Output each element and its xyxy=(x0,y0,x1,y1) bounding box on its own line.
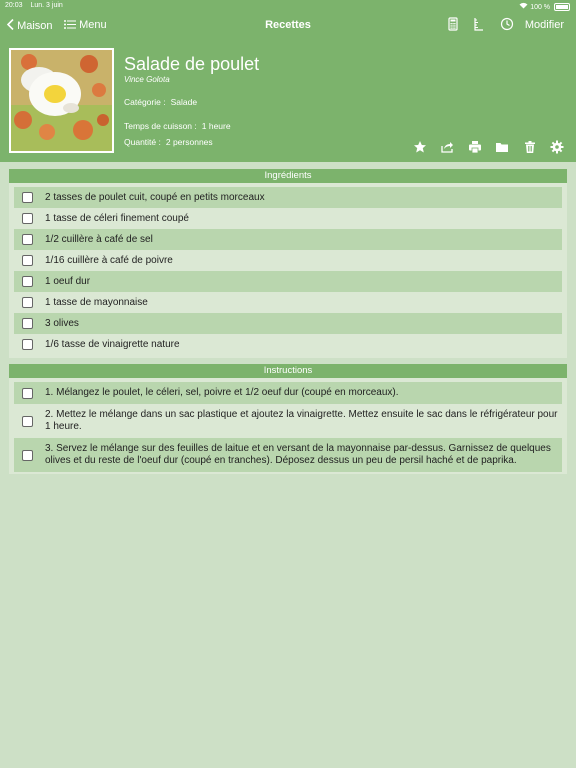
checkbox[interactable] xyxy=(22,297,33,308)
recipe-quantity xyxy=(124,137,213,147)
ingredient-row[interactable] xyxy=(14,271,562,292)
instructions-section xyxy=(9,364,567,474)
status-date: Lun. 3 juin xyxy=(30,2,63,9)
nav-bar xyxy=(0,14,576,38)
folder-icon[interactable] xyxy=(495,140,509,154)
trash-icon[interactable] xyxy=(523,140,537,154)
ingredient-text: 1 tasse de mayonnaise xyxy=(45,297,148,308)
recipe-actions xyxy=(404,140,564,156)
page-title: Recettes xyxy=(265,19,311,31)
ingredient-text: 1/2 cuillère à café de sel xyxy=(45,234,153,245)
battery-percent: 100 % xyxy=(530,4,551,11)
checkbox[interactable] xyxy=(22,255,33,266)
header-bar xyxy=(0,0,576,162)
ingredients-section xyxy=(9,169,567,358)
instructions-header: Instructions xyxy=(9,364,567,378)
status-bar xyxy=(0,2,576,12)
ingredient-text: 1/6 tasse de vinaigrette nature xyxy=(45,339,180,350)
back-label: Maison xyxy=(17,20,53,32)
list-icon xyxy=(64,19,79,31)
checkbox[interactable] xyxy=(22,450,33,461)
ingredient-row[interactable] xyxy=(14,292,562,313)
quantity-value: 2 personnes xyxy=(165,137,213,147)
star-icon[interactable] xyxy=(413,140,427,154)
checkbox[interactable] xyxy=(22,213,33,224)
ingredient-text: 2 tasses de poulet cuit, coupé en petits morceaux xyxy=(45,192,265,203)
edit-button[interactable]: Modifier xyxy=(524,19,564,31)
back-button[interactable] xyxy=(7,19,53,32)
ingredient-row[interactable] xyxy=(14,250,562,271)
chevron-left-icon xyxy=(7,20,17,32)
recipe-cook-time xyxy=(124,121,231,131)
category-value: Salade xyxy=(170,97,198,107)
checkbox[interactable] xyxy=(22,192,33,203)
cook-time-label: Temps de cuisson : xyxy=(124,121,197,131)
quantity-label: Quantité : xyxy=(124,137,161,147)
battery-icon xyxy=(554,3,570,11)
instruction-text: 2. Mettez le mélange dans un sac plastique et ajoutez la vinaigrette. Mettez ensuite le sac dans le réfrigérateur pour 1 heure. xyxy=(45,409,558,432)
ingredient-row[interactable] xyxy=(14,187,562,208)
ingredient-text: 1 tasse de céleri finement coupé xyxy=(45,213,189,224)
recipe-title: Salade de poulet xyxy=(124,54,260,74)
ingredient-row[interactable] xyxy=(14,313,562,334)
wifi-icon xyxy=(519,4,530,11)
checkbox[interactable] xyxy=(22,318,33,329)
checkbox[interactable] xyxy=(22,388,33,399)
menu-label: Menu xyxy=(79,19,107,31)
category-label: Catégorie : xyxy=(124,97,166,107)
instruction-row[interactable] xyxy=(14,404,562,438)
share-icon[interactable] xyxy=(440,140,454,154)
ingredient-row[interactable] xyxy=(14,208,562,229)
instruction-text: 1. Mélangez le poulet, le céleri, sel, poivre et 1/2 oeuf dur (coupé en morceaux). xyxy=(45,387,399,398)
checkbox[interactable] xyxy=(22,234,33,245)
instruction-text: 3. Servez le mélange sur des feuilles de laitue et en versant de la mayonnaise par-dessus. Garnissez de quelques olives et du reste de l'oeuf dur (coupé en tranches). Déposez dessus un peu de persil haché et de paprika. xyxy=(45,443,551,466)
ingredient-text: 3 olives xyxy=(45,318,79,329)
checkbox[interactable] xyxy=(22,339,33,350)
instruction-row[interactable] xyxy=(14,382,562,404)
ingredient-text: 1/16 cuillère à café de poivre xyxy=(45,255,173,266)
gear-icon[interactable] xyxy=(550,140,564,154)
ruler-icon[interactable] xyxy=(472,17,486,31)
ingredient-text: 1 oeuf dur xyxy=(45,276,91,287)
instruction-row[interactable] xyxy=(14,438,562,472)
checkbox[interactable] xyxy=(22,416,33,427)
status-time: 20:03 xyxy=(5,2,23,9)
menu-button[interactable] xyxy=(64,19,107,31)
recipe-author: Vince Golota xyxy=(124,75,170,84)
print-icon[interactable] xyxy=(468,140,482,154)
calculator-icon[interactable] xyxy=(446,17,460,31)
clock-icon[interactable] xyxy=(500,17,514,31)
recipe-photo xyxy=(9,48,114,153)
ingredients-header: Ingrédients xyxy=(9,169,567,183)
checkbox[interactable] xyxy=(22,276,33,287)
ingredient-row[interactable] xyxy=(14,334,562,355)
recipe-category xyxy=(124,97,197,107)
cook-time-value: 1 heure xyxy=(201,121,231,131)
ingredient-row[interactable] xyxy=(14,229,562,250)
